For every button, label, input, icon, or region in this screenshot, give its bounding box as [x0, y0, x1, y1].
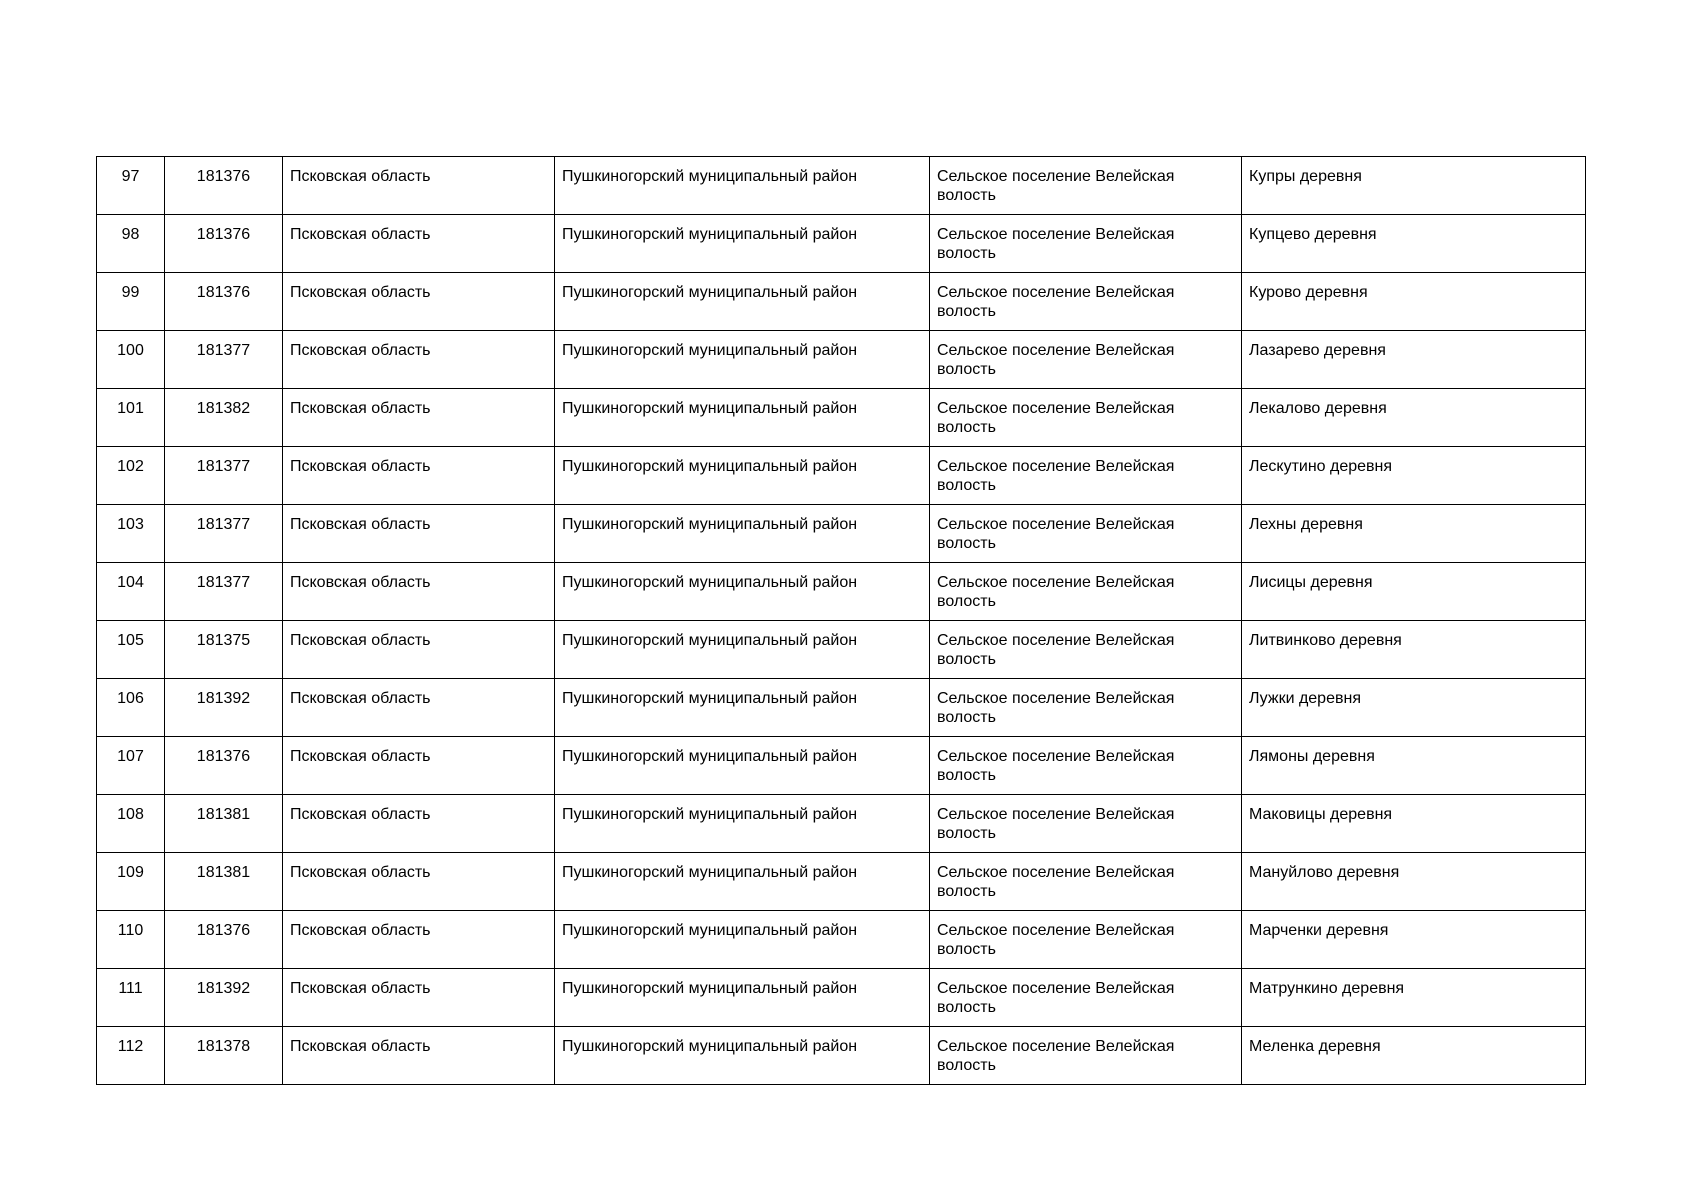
region-cell: Псковская область	[283, 969, 555, 1027]
region-cell: Псковская область	[283, 447, 555, 505]
district-cell: Пушкиногорский муниципальный район	[555, 737, 930, 795]
region-cell: Псковская область	[283, 563, 555, 621]
district-cell: Пушкиногорский муниципальный район	[555, 911, 930, 969]
settlement-cell: Сельское поселение Велейская волость	[930, 853, 1242, 911]
table-row	[97, 737, 1586, 795]
place-name-cell: Лехны деревня	[1242, 505, 1586, 563]
place-name-cell: Маковицы деревня	[1242, 795, 1586, 853]
region-cell: Псковская область	[283, 795, 555, 853]
settlement-cell: Сельское поселение Велейская волость	[930, 679, 1242, 737]
place-name-cell: Лямоны деревня	[1242, 737, 1586, 795]
postal-index-cell: 181377	[165, 331, 283, 389]
postal-index-cell: 181376	[165, 273, 283, 331]
place-name-cell: Марченки деревня	[1242, 911, 1586, 969]
postal-index-cell: 181392	[165, 969, 283, 1027]
table-row	[97, 969, 1586, 1027]
region-cell: Псковская область	[283, 273, 555, 331]
district-cell: Пушкиногорский муниципальный район	[555, 215, 930, 273]
row-number-cell: 110	[97, 911, 165, 969]
district-cell: Пушкиногорский муниципальный район	[555, 447, 930, 505]
table-row	[97, 447, 1586, 505]
settlement-cell: Сельское поселение Велейская волость	[930, 621, 1242, 679]
row-number-cell: 100	[97, 331, 165, 389]
settlement-cell: Сельское поселение Велейская волость	[930, 795, 1242, 853]
place-name-cell: Лекалово деревня	[1242, 389, 1586, 447]
table-row	[97, 389, 1586, 447]
settlement-cell: Сельское поселение Велейская волость	[930, 505, 1242, 563]
district-cell: Пушкиногорский муниципальный район	[555, 563, 930, 621]
place-name-cell: Курово деревня	[1242, 273, 1586, 331]
row-number-cell: 108	[97, 795, 165, 853]
postal-index-cell: 181378	[165, 1027, 283, 1085]
district-cell: Пушкиногорский муниципальный район	[555, 157, 930, 215]
row-number-cell: 107	[97, 737, 165, 795]
postal-index-cell: 181376	[165, 911, 283, 969]
postal-index-cell: 181376	[165, 215, 283, 273]
table-row	[97, 911, 1586, 969]
region-cell: Псковская область	[283, 621, 555, 679]
place-name-cell: Лужки деревня	[1242, 679, 1586, 737]
district-cell: Пушкиногорский муниципальный район	[555, 853, 930, 911]
table-row	[97, 679, 1586, 737]
district-cell: Пушкиногорский муниципальный район	[555, 331, 930, 389]
settlement-cell: Сельское поселение Велейская волость	[930, 911, 1242, 969]
region-cell: Псковская область	[283, 215, 555, 273]
postal-index-cell: 181381	[165, 853, 283, 911]
row-number-cell: 97	[97, 157, 165, 215]
table-row	[97, 273, 1586, 331]
settlement-cell: Сельское поселение Велейская волость	[930, 969, 1242, 1027]
district-cell: Пушкиногорский муниципальный район	[555, 389, 930, 447]
postal-index-cell: 181377	[165, 563, 283, 621]
table-row	[97, 563, 1586, 621]
table-row	[97, 505, 1586, 563]
postal-index-cell: 181376	[165, 157, 283, 215]
region-cell: Псковская область	[283, 911, 555, 969]
table-row	[97, 621, 1586, 679]
postal-index-cell: 181382	[165, 389, 283, 447]
row-number-cell: 98	[97, 215, 165, 273]
district-cell: Пушкиногорский муниципальный район	[555, 969, 930, 1027]
table-row	[97, 215, 1586, 273]
settlement-cell: Сельское поселение Велейская волость	[930, 157, 1242, 215]
row-number-cell: 109	[97, 853, 165, 911]
region-cell: Псковская область	[283, 157, 555, 215]
district-cell: Пушкиногорский муниципальный район	[555, 795, 930, 853]
place-name-cell: Купцево деревня	[1242, 215, 1586, 273]
row-number-cell: 103	[97, 505, 165, 563]
district-cell: Пушкиногорский муниципальный район	[555, 621, 930, 679]
region-cell: Псковская область	[283, 1027, 555, 1085]
table-row	[97, 1027, 1586, 1085]
row-number-cell: 111	[97, 969, 165, 1027]
settlement-cell: Сельское поселение Велейская волость	[930, 737, 1242, 795]
place-name-cell: Лазарево деревня	[1242, 331, 1586, 389]
postal-index-cell: 181376	[165, 737, 283, 795]
place-name-cell: Мануйлово деревня	[1242, 853, 1586, 911]
row-number-cell: 106	[97, 679, 165, 737]
place-name-cell: Лисицы деревня	[1242, 563, 1586, 621]
settlement-cell: Сельское поселение Велейская волость	[930, 389, 1242, 447]
region-cell: Псковская область	[283, 331, 555, 389]
settlement-cell: Сельское поселение Велейская волость	[930, 215, 1242, 273]
district-cell: Пушкиногорский муниципальный район	[555, 505, 930, 563]
region-cell: Псковская область	[283, 853, 555, 911]
table-row	[97, 853, 1586, 911]
district-cell: Пушкиногорский муниципальный район	[555, 679, 930, 737]
row-number-cell: 99	[97, 273, 165, 331]
place-name-cell: Литвинково деревня	[1242, 621, 1586, 679]
table-row	[97, 331, 1586, 389]
postal-index-cell: 181381	[165, 795, 283, 853]
table-row	[97, 795, 1586, 853]
region-cell: Псковская область	[283, 505, 555, 563]
table-row	[97, 157, 1586, 215]
settlement-cell: Сельское поселение Велейская волость	[930, 273, 1242, 331]
postal-index-cell: 181375	[165, 621, 283, 679]
settlement-cell: Сельское поселение Велейская волость	[930, 1027, 1242, 1085]
region-cell: Псковская область	[283, 389, 555, 447]
row-number-cell: 104	[97, 563, 165, 621]
row-number-cell: 105	[97, 621, 165, 679]
table-body	[97, 157, 1586, 1085]
region-cell: Псковская область	[283, 679, 555, 737]
place-name-cell: Меленка деревня	[1242, 1027, 1586, 1085]
settlement-cell: Сельское поселение Велейская волость	[930, 563, 1242, 621]
place-name-cell: Лескутино деревня	[1242, 447, 1586, 505]
settlements-table	[96, 156, 1586, 1085]
region-cell: Псковская область	[283, 737, 555, 795]
place-name-cell: Матрункино деревня	[1242, 969, 1586, 1027]
settlement-cell: Сельское поселение Велейская волость	[930, 447, 1242, 505]
district-cell: Пушкиногорский муниципальный район	[555, 273, 930, 331]
row-number-cell: 102	[97, 447, 165, 505]
postal-index-cell: 181377	[165, 505, 283, 563]
row-number-cell: 101	[97, 389, 165, 447]
postal-index-cell: 181392	[165, 679, 283, 737]
settlement-cell: Сельское поселение Велейская волость	[930, 331, 1242, 389]
postal-index-cell: 181377	[165, 447, 283, 505]
place-name-cell: Купры деревня	[1242, 157, 1586, 215]
row-number-cell: 112	[97, 1027, 165, 1085]
district-cell: Пушкиногорский муниципальный район	[555, 1027, 930, 1085]
